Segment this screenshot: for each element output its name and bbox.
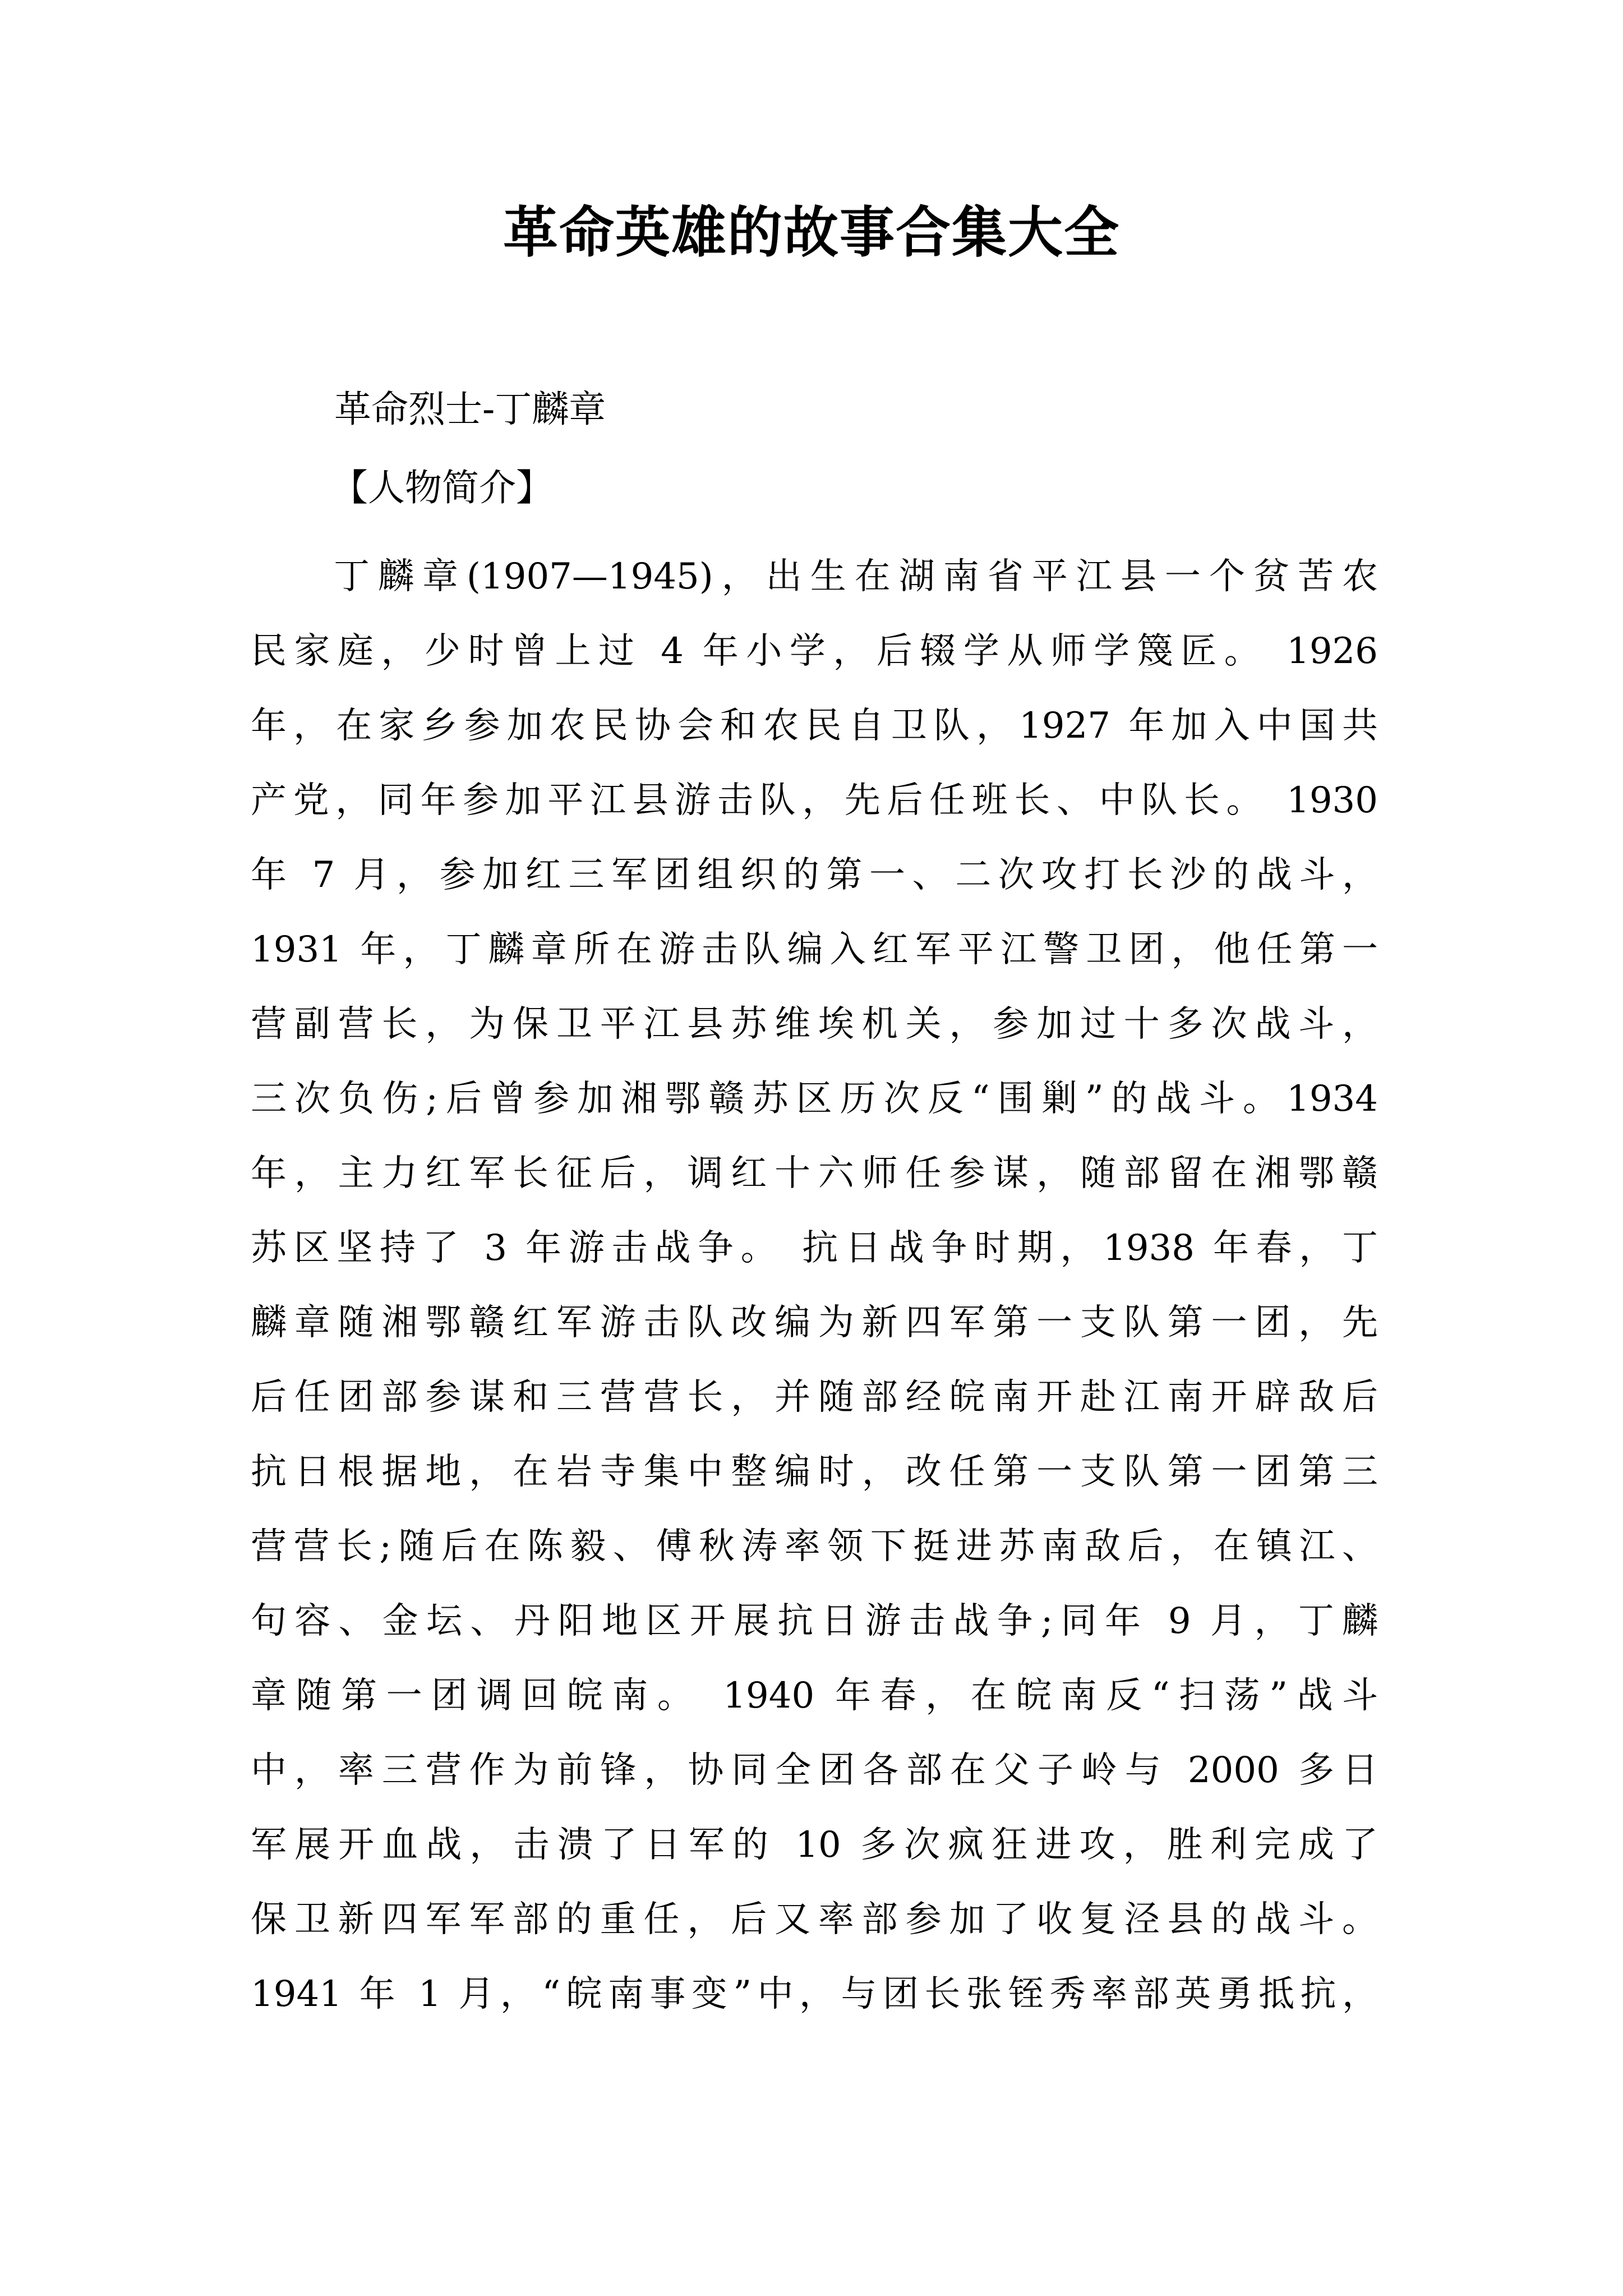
body-line: 后任团部参谋和三营营长，并随部经皖南开赴江南开辟敌后 bbox=[251, 1377, 1378, 1418]
body-line: 年 7 月，参加红三军团组织的第一、二次攻打长沙的战斗， bbox=[251, 854, 1378, 896]
section-heading: 【人物简介】 bbox=[331, 466, 553, 509]
body-line: 三次负伤;后曾参加湘鄂赣苏区历次反“围剿”的战斗。1934 bbox=[251, 1078, 1378, 1120]
body-line: 苏区坚持了 3 年游击战争。 抗日战争时期，1938 年春，丁 bbox=[251, 1227, 1378, 1269]
body-line: 年，在家乡参加农民协会和农民自卫队，1927 年加入中国共 bbox=[251, 705, 1378, 747]
article-subtitle: 革命烈士-丁麟章 bbox=[334, 388, 606, 431]
body-line: 丁麟章(1907—1945)，出生在湖南省平江县一个贫苦农 bbox=[334, 556, 1378, 597]
body-line: 产党，同年参加平江县游击队，先后任班长、中队长。 1930 bbox=[251, 780, 1378, 821]
body-line: 军展开血战，击溃了日军的 10 多次疯狂进攻，胜利完成了 bbox=[251, 1824, 1378, 1866]
body-line: 民家庭，少时曾上过 4 年小学，后辍学从师学篾匠。 1926 bbox=[251, 631, 1378, 672]
body-line: 1941 年 1 月，“皖南事变”中，与团长张铚秀率部英勇抵抗， bbox=[251, 1973, 1378, 2015]
body-line: 营营长;随后在陈毅、傅秋涛率领下挺进苏南敌后，在镇江、 bbox=[251, 1526, 1378, 1567]
body-line: 句容、金坛、丹阳地区开展抗日游击战争;同年 9 月，丁麟 bbox=[251, 1600, 1378, 1642]
body-line: 营副营长，为保卫平江县苏维埃机关，参加过十多次战斗， bbox=[251, 1004, 1378, 1045]
body-line: 章随第一团调回皖南。 1940 年春，在皖南反“扫荡”战斗 bbox=[251, 1675, 1378, 1717]
body-line: 1931 年，丁麟章所在游击队编入红军平江警卫团，他任第一 bbox=[251, 929, 1378, 970]
body-line: 年，主力红军长征后，调红十六师任参谋，随部留在湘鄂赣 bbox=[251, 1153, 1378, 1194]
document-title: 革命英雄的故事合集大全 bbox=[502, 200, 1120, 265]
body-line: 保卫新四军军部的重任，后又率部参加了收复泾县的战斗。 bbox=[251, 1899, 1378, 1940]
body-line: 中，率三营作为前锋，协同全团各部在父子岭与 2000 多日 bbox=[251, 1750, 1378, 1791]
body-line: 麟章随湘鄂赣红军游击队改编为新四军第一支队第一团，先 bbox=[251, 1302, 1378, 1343]
body-line: 抗日根据地，在岩寺集中整编时，改任第一支队第一团第三 bbox=[251, 1451, 1378, 1493]
body-paragraph bbox=[251, 540, 1378, 2032]
